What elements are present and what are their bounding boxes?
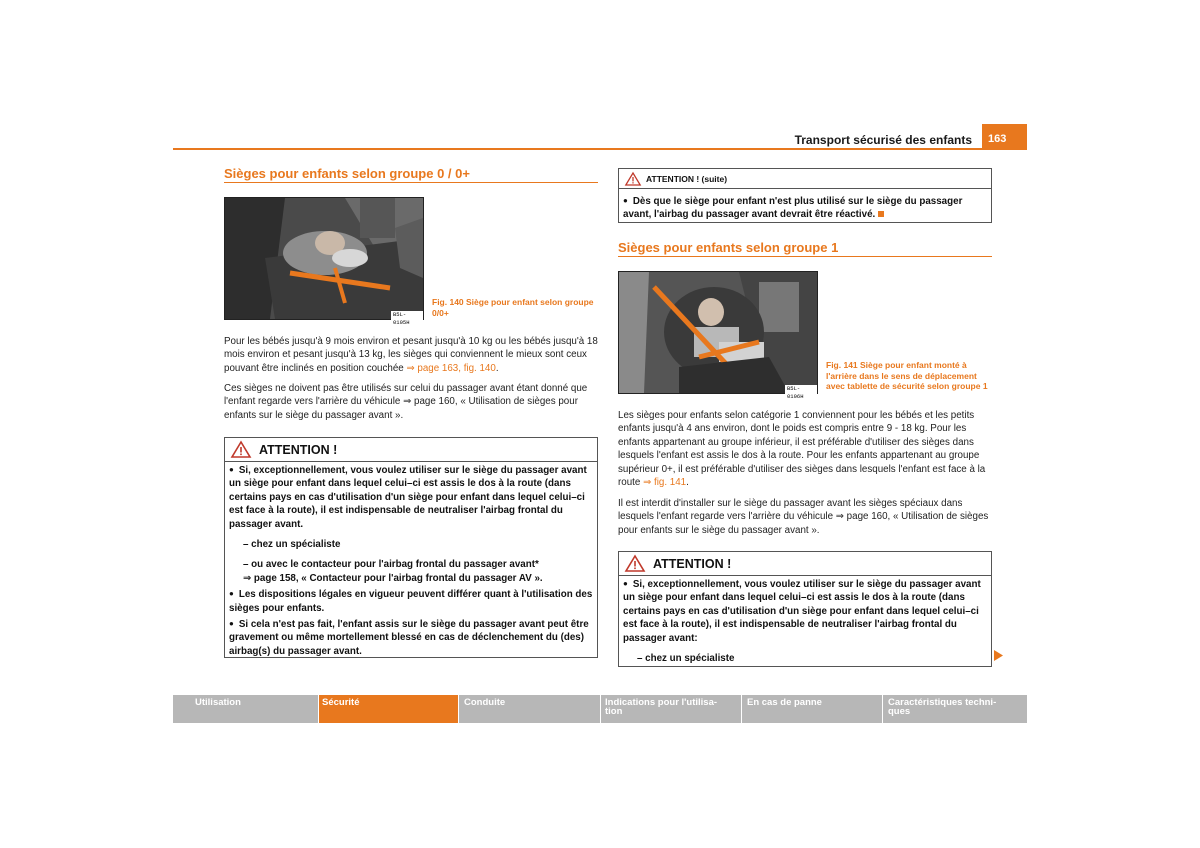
paragraph-text: Les sièges pour enfants selon catégorie 1 conviennent pour les bébés et les petits enfants jusqu'à 4 ans environ, dont le poids est compris entre 9 - 18 kg. Pour les enfants appartenant au groupe inférieur, il est préférable d'utiliser des sièges dans lesquels l'enfant est assis le dos à la route. Pour les enfants appartenant au groupe supérieur 0+, il est préférable d'utiliser des sièges dans lesquels l'enfant est face à la route [618, 410, 986, 489]
attention-header [225, 438, 597, 462]
figure-link[interactable]: ⇒ page 163, fig. 140 [406, 362, 496, 374]
attention-title: ATTENTION ! [653, 556, 732, 571]
paragraph-group-1-intro [618, 409, 992, 489]
paragraph-group-1-warning: Il est interdit d'installer sur le siège du passager avant les sièges spéciaux dans lesquels l'enfant regarde vers l'arrière du véhicule ⇒ page 160, « Utilisation de sièges pour enfants sur le siège du passager avant ». [618, 498, 989, 536]
paragraph-end: . [495, 362, 499, 374]
car-seat-illustration-141 [619, 272, 817, 393]
attention-dash-2-ref: ⇒ page 158, « Contacteur pour l'airbag frontal du passager AV ». [243, 572, 543, 584]
paragraph-group-0-intro [224, 335, 598, 375]
attention-body [225, 462, 597, 665]
section-heading-group-0: Sièges pour enfants selon groupe 0 / 0+ [224, 166, 470, 181]
attention-body [619, 576, 991, 672]
tab-label: Utilisation [195, 697, 241, 708]
section-heading-group-1: Sièges pour enfants selon groupe 1 [618, 240, 839, 255]
page-number: 163 [982, 124, 1027, 150]
attention-title: ATTENTION ! (suite) [646, 173, 728, 184]
attention-box-left [224, 437, 598, 658]
warning-triangle-icon [625, 555, 645, 572]
attention-dash-2: – ou avec le contacteur pour l'airbag frontal du passager avant* [243, 559, 539, 571]
section-rule [224, 182, 598, 183]
tab-utilisation[interactable] [173, 695, 318, 723]
warning-triangle-icon [625, 172, 641, 186]
attention-header [619, 552, 991, 576]
tab-caracteristiques[interactable] [883, 695, 1027, 723]
tab-label: Conduite [464, 697, 506, 708]
figure-140-photo [224, 197, 424, 326]
attention-title: ATTENTION ! [259, 442, 338, 457]
tab-conduite[interactable] [459, 695, 600, 723]
attention-header [619, 169, 991, 189]
continue-arrow-icon [994, 650, 1003, 661]
paragraph-text: Pour les bébés jusqu'à 9 mois environ et pesant jusqu'à 10 kg ou les bébés jusqu'à 18 mois environ et pesant jusqu'à 13 kg, les sièges qui conviennent le mieux sont ceux pouvant être inclinés en position couchée [224, 336, 598, 374]
attention-dash-1: – chez un spécialiste [243, 539, 341, 551]
tab-label: Sécurité [322, 697, 360, 708]
figure-code: B5L-0105H [391, 311, 423, 327]
attention-bullet-1: ● Si, exceptionnellement, vous voulez utiliser sur le siège du passager avant un siège pour enfant dans lequel celui–ci est assis le dos à la route (dans certains pays en cas d'utilisation d'un siège pour enfant dans lequel celui–ci est face à la route), il est indispensable de neutraliser l'airbag frontal du passager avant. [229, 464, 593, 531]
page-header-title: Transport sécurisé des enfants [794, 133, 972, 147]
tab-label: En cas de panne [747, 697, 822, 708]
figure-141-photo [618, 271, 818, 400]
tab-en-cas-de-panne[interactable] [742, 695, 882, 723]
paragraph-group-0-warning: Ces sièges ne doivent pas être utilisés sur celui du passager avant étant donné que l'enfant regarde vers l'arrière du véhicule ⇒ page 160, « Utilisation de sièges pour enfants sur le siège du passager avant ». [224, 383, 588, 421]
attention-dash-1: – chez un spécialiste [637, 653, 735, 665]
attention-box-right [618, 551, 992, 667]
attention-bullet-1: ● Dès que le siège pour enfant n'est plus utilisé sur le siège du passager avant, l'airbag du passager avant devrait être réactivé. [623, 196, 962, 220]
attention-body [619, 189, 991, 226]
tab-securite[interactable] [319, 695, 458, 723]
attention-bullet-3: ● Si cela n'est pas fait, l'enfant assis sur le siège du passager avant peut être gravement ou même mortellement blessé en cas de déclenchement du (des) airbag(s) du passager avant. [229, 618, 593, 658]
end-of-section-mark [878, 211, 884, 217]
tab-label: Caractéristiques techni- ques [888, 697, 997, 717]
section-rule [618, 256, 992, 257]
figure-code: B5L-0106H [785, 385, 817, 401]
warning-triangle-icon [231, 441, 251, 458]
figure-140-caption: Fig. 140 Siège pour enfant selon groupe 0/0+ [432, 297, 594, 318]
attention-bullet-1: ● Si, exceptionnellement, vous voulez utiliser sur le siège du passager avant un siège pour enfant dans lequel celui–ci est assis le dos à la route (dans certains pays en cas d'utilisation d'un siège pour enfant dans lequel celui–ci est face à la route), il est indispensable de neutraliser l'airbag frontal du passager avant: [623, 578, 987, 645]
tab-label: Indications pour l'utilisa- tion [605, 697, 718, 717]
attention-box-continued [618, 168, 992, 223]
attention-bullet-2: ● Les dispositions légales en vigueur peuvent différer quant à l'utilisation des sièges pour enfants. [229, 588, 593, 615]
car-seat-illustration-140 [225, 198, 423, 319]
paragraph-end: . [686, 477, 689, 489]
header-rule [173, 148, 1027, 150]
figure-link[interactable]: ⇒ fig. 141 [643, 477, 687, 489]
tab-indications[interactable] [601, 695, 741, 723]
figure-141-caption: Fig. 141 Siège pour enfant monté à l'arrière dans le sens de déplacement avec tablette de sécurité selon groupe 1 [826, 360, 988, 391]
